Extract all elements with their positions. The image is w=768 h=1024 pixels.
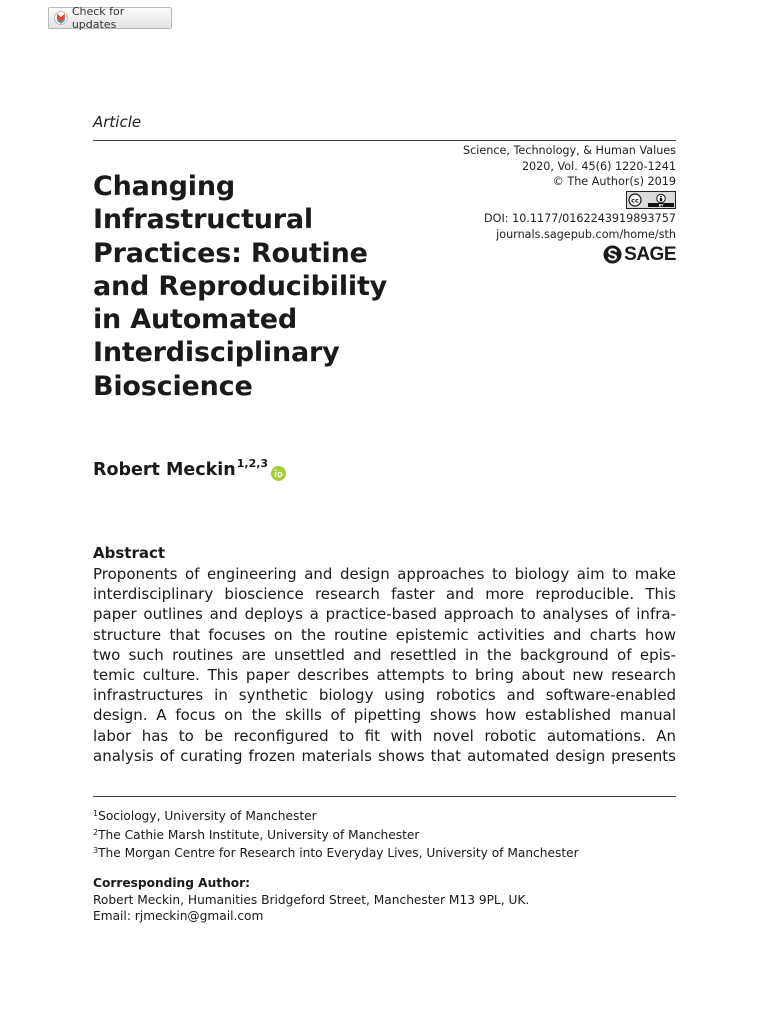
sage-logo-icon [603, 245, 622, 264]
abstract-line: design. A focus on the skills of pipetting shows how established manual [93, 706, 676, 725]
affiliation-item [93, 843, 579, 862]
abstract-line: infrastructures in synthetic biology using robotics and software-enabled [93, 686, 676, 705]
sage-logo-text: SAGE [624, 243, 676, 265]
affiliations-list [93, 806, 579, 862]
abstract-line: paper outlines and deploys a practice-based approach to analyses of infra- [93, 605, 676, 624]
check-for-updates-button[interactable] [48, 7, 172, 29]
title-line: in Automated [93, 304, 297, 336]
corresponding-author-heading: Corresponding Author: [93, 876, 251, 890]
journal-metadata [463, 143, 676, 269]
author-affiliation-marks: 1,2,3 [236, 457, 269, 470]
footnote-divider [93, 796, 676, 797]
svg-text:BY: BY [658, 202, 664, 207]
abstract-body [93, 564, 676, 766]
abstract-line: analysis of curating frozen materials shows that automated design presents [93, 746, 676, 765]
crossmark-icon [54, 11, 68, 25]
title-line: Interdisciplinary [93, 337, 340, 369]
article-title [93, 170, 443, 403]
abstract-line: Proponents of engineering and design approaches to biology aim to make [93, 565, 676, 583]
affiliation-text: The Cathie Marsh Institute, University of Manchester [98, 827, 420, 842]
orcid-icon[interactable] [271, 466, 286, 481]
title-line: Infrastructural [93, 204, 313, 236]
journal-name: Science, Technology, & Human Values [463, 144, 676, 157]
abstract-heading: Abstract [93, 544, 166, 562]
header-divider [93, 140, 676, 141]
affiliation-item [93, 825, 579, 844]
author-name: Robert Meckin [93, 460, 236, 480]
check-for-updates-label: Check for updates [71, 5, 125, 31]
journal-citation: 2020, Vol. 45(6) 1220-1241 [521, 159, 676, 173]
cc-by-icon[interactable] [626, 191, 676, 209]
abstract-line: interdisciplinary bioscience research faster and more reproducible. This [93, 585, 676, 604]
abstract-line: temic culture. This paper describes attempts to bring about new research [93, 666, 676, 685]
corresponding-author-address: Robert Meckin, Humanities Bridgeford Street, Manchester M13 9PL, UK. [93, 892, 530, 907]
abstract-line: structure that focuses on the routine epistemic activities and charts how [93, 625, 676, 644]
journal-url-link[interactable]: journals.sagepub.com/home/sth [496, 227, 676, 241]
corresponding-author-email[interactable]: Email: rjmeckin@gmail.com [93, 909, 264, 923]
affiliation-item [93, 806, 579, 825]
affiliation-mark: 2 [93, 827, 99, 837]
title-line: and Reproducibility [93, 270, 388, 302]
affiliation-mark: 1 [93, 809, 99, 818]
author-line [93, 457, 286, 481]
title-line: Practices: Routine [93, 237, 368, 269]
doi-link[interactable]: DOI: 10.1177/0162243919893757 [484, 212, 676, 225]
affiliation-text: The Morgan Centre for Research into Everyday Lives, University of Manchester [98, 846, 579, 860]
abstract-line: labor has to be reconfigured to fit with novel robotic automations. An [93, 726, 676, 745]
title-line: Changing [93, 171, 236, 202]
affiliation-text: Sociology, University of Manchester [98, 809, 317, 823]
article-type-label: Article [93, 113, 142, 131]
svg-text:cc: cc [631, 196, 639, 204]
sage-logo [603, 245, 676, 264]
copyright-notice: © The Author(s) 2019 [552, 175, 676, 188]
affiliation-mark: 3 [93, 846, 99, 855]
title-line: Bioscience [93, 370, 253, 402]
corresponding-author-block [93, 875, 529, 925]
abstract-line: two such routines are unsettled and resettled in the background of epis- [93, 645, 676, 664]
